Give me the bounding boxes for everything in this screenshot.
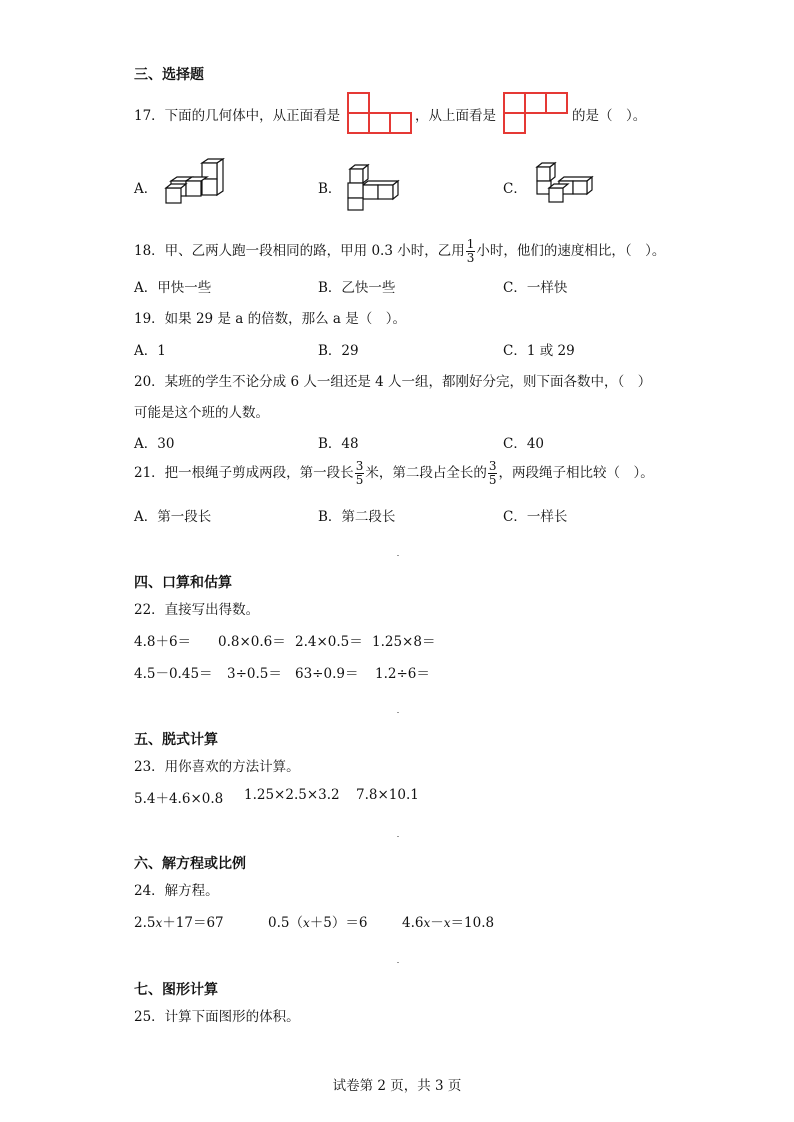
question-21-prefix: 21．把一根绳子剪成两段，第一段长 <box>134 465 354 481</box>
fraction-numerator: 1 <box>466 237 475 251</box>
fraction-numerator: 3 <box>355 459 364 473</box>
fraction-denominator: 3 <box>466 251 475 265</box>
separator-dot <box>397 962 399 963</box>
q23-item-1: 5.4＋4.6×0.8 <box>134 791 224 807</box>
q17-option-a-cubes <box>165 158 225 210</box>
equation-1-coef: 2.5 <box>134 915 156 931</box>
q23-item-3: 7.8×10.1 <box>356 787 419 803</box>
question-18-prefix: 18．甲、乙两人跑一段相同的路，甲用 0.3 小时，乙用 <box>134 243 465 259</box>
variable-x: x <box>423 916 431 930</box>
q18-option-c: C．一样快 <box>503 280 568 296</box>
fraction-denominator: 5 <box>488 473 497 487</box>
q17-option-c-label: C． <box>503 181 527 197</box>
question-25: 25．计算下面图形的体积。 <box>134 1009 300 1025</box>
q20-option-b: B．48 <box>318 436 359 452</box>
fraction-one-third <box>466 238 476 265</box>
question-24: 24．解方程。 <box>134 883 219 899</box>
q18-option-a: A．甲快一些 <box>134 280 212 296</box>
question-20-line2: 可能是这个班的人数。 <box>134 405 269 421</box>
q22-item-7: 63÷0.9＝ <box>295 666 359 682</box>
separator-dot <box>397 555 399 556</box>
equation-1-rest: ＋17＝67 <box>162 915 224 931</box>
q17-option-b-label: B． <box>318 181 342 197</box>
q17-option-b-cubes <box>346 160 406 212</box>
question-19: 19．如果 29 是 a 的倍数，那么 a 是（ ）。 <box>134 311 406 327</box>
front-view-figure <box>347 92 413 135</box>
separator-dot <box>397 836 399 837</box>
q19-option-a: A．1 <box>134 343 166 359</box>
variable-x: x <box>155 916 163 930</box>
section-4-title: 四、口算和估算 <box>134 575 232 591</box>
question-17-suffix: 的是（ ）。 <box>572 108 647 124</box>
section-7-title: 七、图形计算 <box>134 982 218 998</box>
q22-item-2: 0.8×0.6＝ <box>218 634 286 650</box>
question-21 <box>134 460 654 487</box>
equation-2 <box>268 911 367 931</box>
question-21-suffix: ，两段绳子相比较（ ）。 <box>498 465 654 481</box>
q18-option-b: B．乙快一些 <box>318 280 396 296</box>
q21-option-c: C．一样长 <box>503 509 568 525</box>
separator-dot <box>397 712 399 713</box>
section-3-title: 三、选择题 <box>134 67 204 83</box>
question-21-mid: 米，第二段占全长的 <box>365 465 487 481</box>
q22-item-6: 3÷0.5＝ <box>227 666 282 682</box>
section-5-title: 五、脱式计算 <box>134 732 218 748</box>
equation-3-minus: － <box>430 915 444 931</box>
top-view-figure <box>503 92 569 135</box>
fraction-three-fifths-whole <box>488 460 498 487</box>
equation-3-coef: 4.6 <box>402 915 424 931</box>
q22-item-5: 4.5－0.45＝ <box>134 666 213 682</box>
question-18 <box>134 238 665 265</box>
q22-item-4: 1.25×8＝ <box>372 634 436 650</box>
question-20-line1: 20．某班的学生不论分成 6 人一组还是 4 人一组，都刚好分完，则下面各数中，（ ） <box>134 374 652 390</box>
fraction-denominator: 5 <box>355 473 364 487</box>
page-footer: 试卷第 2 页，共 3 页 <box>332 1078 462 1094</box>
question-22: 22．直接写出得数。 <box>134 602 260 618</box>
q20-option-c: C．40 <box>503 436 545 452</box>
q22-item-3: 2.4×0.5＝ <box>295 634 363 650</box>
q23-item-2: 1.25×2.5×3.2 <box>244 787 340 803</box>
equation-3 <box>402 911 494 931</box>
equation-2-left: 0.5（ <box>268 915 303 931</box>
q22-item-8: 1.2÷6＝ <box>375 666 430 682</box>
section-6-title: 六、解方程或比例 <box>134 856 246 872</box>
fraction-numerator: 3 <box>488 459 497 473</box>
q22-item-1: 4.8＋6＝ <box>134 634 192 650</box>
q21-option-b: B．第二段长 <box>318 509 396 525</box>
fraction-three-fifths-meter <box>355 460 365 487</box>
equation-3-rest: ＝10.8 <box>450 915 495 931</box>
equation-1 <box>134 911 224 931</box>
q19-option-c: C．1 或 29 <box>503 343 575 359</box>
variable-x: x <box>302 916 310 930</box>
question-18-suffix: 小时，他们的速度相比，（ ）。 <box>476 243 666 259</box>
q17-option-a-label: A． <box>134 181 158 197</box>
q17-option-c-cubes <box>535 162 595 210</box>
equation-2-rest: ＋5）＝6 <box>309 915 368 931</box>
question-17-prefix: 17．下面的几何体中，从正面看是 <box>134 108 341 124</box>
q21-option-a: A．第一段长 <box>134 509 212 525</box>
question-23: 23．用你喜欢的方法计算。 <box>134 759 300 775</box>
q19-option-b: B．29 <box>318 343 359 359</box>
q20-option-a: A．30 <box>134 436 175 452</box>
variable-x: x <box>443 916 451 930</box>
question-17-mid: ，从上面看是 <box>415 108 496 124</box>
